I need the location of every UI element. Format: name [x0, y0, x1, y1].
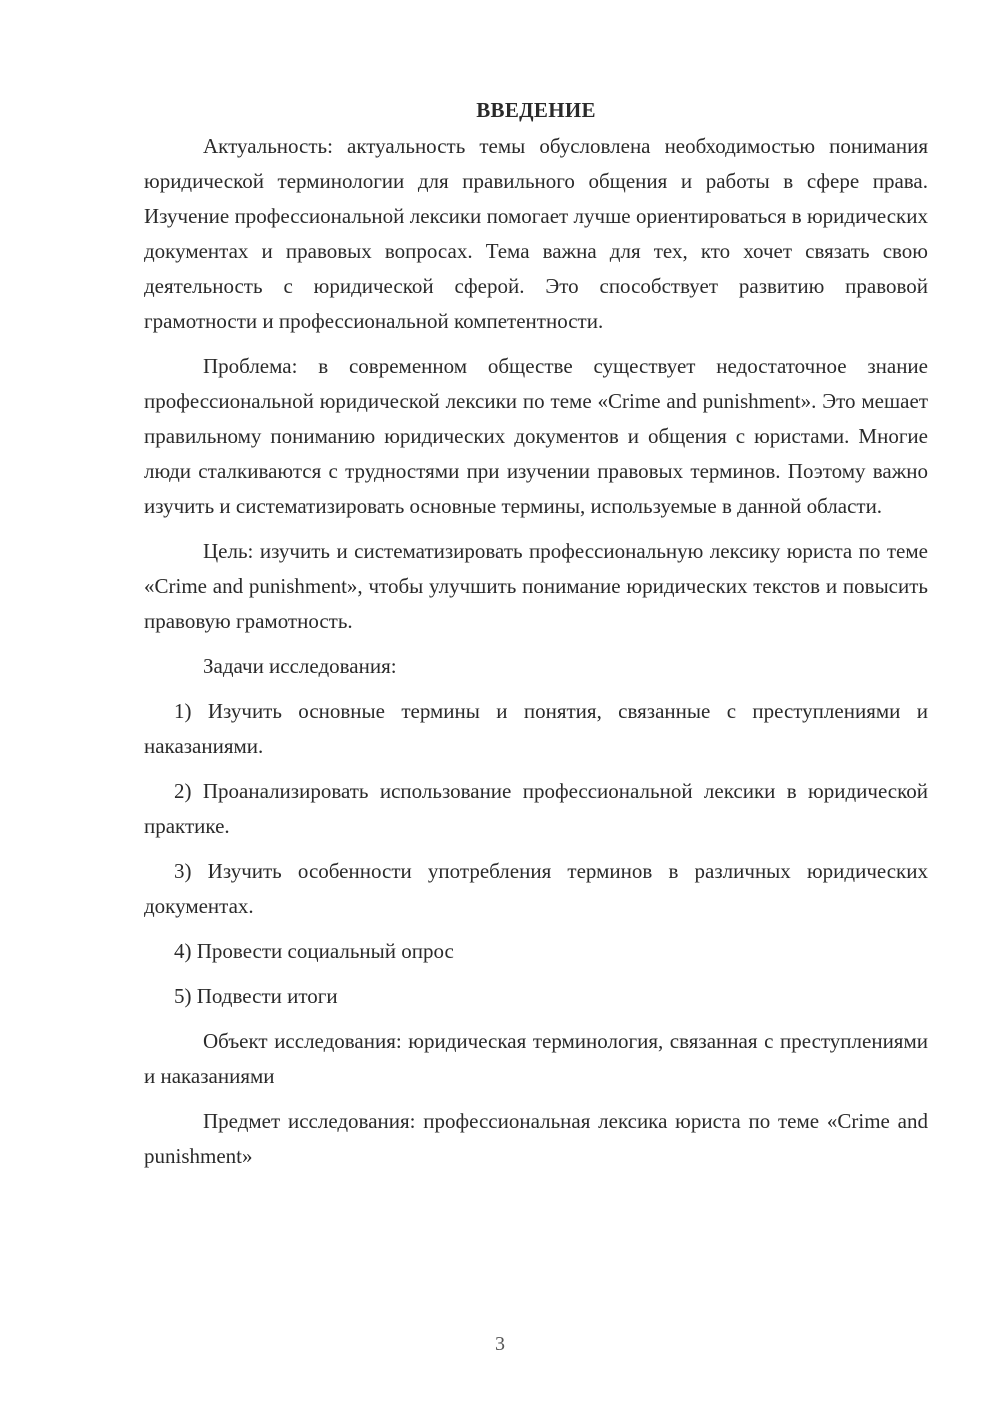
document-page — [144, 95, 928, 1184]
task-item-2: 2) Проанализировать использование профессиональной лексики в юридической практике. — [144, 779, 928, 838]
problem-paragraph: Проблема: в современном обществе существует недостаточное знание профессиональной юридической лексики по теме «Crime and punishment». Это мешает правильному пониманию юридических документов и общения с юристами. Многие люди сталкиваются с трудностями при изучении правовых терминов. Поэтому важно изучить и систематизировать основные термины, используемые в данной области. — [144, 354, 928, 518]
task-item-5: 5) Подвести итоги — [174, 984, 338, 1008]
task-item-1: 1) Изучить основные термины и понятия, связанные с преступлениями и наказаниями. — [144, 699, 928, 758]
section-title: ВВЕДЕНИЕ — [476, 98, 596, 122]
relevance-paragraph: Актуальность: актуальность темы обусловлена необходимостью понимания юридической терминологии для правильного общения и работы в сфере права. Изучение профессиональной лексики помогает лучше ориентироваться в юридических документах и правовых вопросах. Тема важна для тех, кто хочет связать свою деятельность с юридической сферой. Это способствует развитию правовой грамотности и профессиональной компетентности. — [144, 134, 928, 333]
task-item-3: 3) Изучить особенности употребления терминов в различных юридических документах. — [144, 859, 928, 918]
research-subject-paragraph: Предмет исследования: профессиональная лексика юриста по теме «Crime and punishment» — [144, 1109, 928, 1168]
research-object-paragraph: Объект исследования: юридическая терминология, связанная с преступлениями и наказаниями — [144, 1029, 928, 1088]
task-item-4: 4) Провести социальный опрос — [174, 939, 454, 963]
page-number: 3 — [495, 1333, 505, 1355]
goal-paragraph: Цель: изучить и систематизировать профессиональную лексику юриста по теме «Crime and punishment», чтобы улучшить понимание юридических текстов и повысить правовую грамотность. — [144, 539, 928, 633]
tasks-heading: Задачи исследования: — [203, 654, 397, 678]
